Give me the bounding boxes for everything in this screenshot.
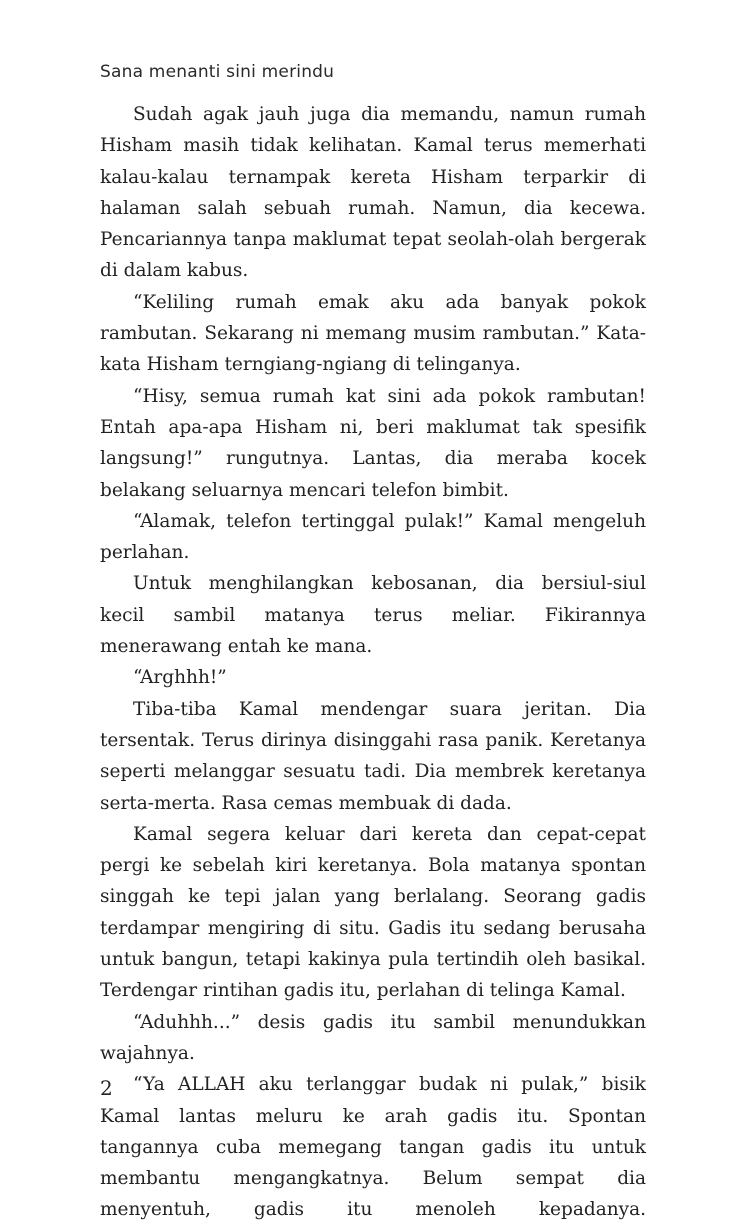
- paragraph: “Arghhh!”: [133, 667, 227, 689]
- paragraph: Tiba-tiba Kamal mendengar suara jeritan. Dia tersentak. Terus dirinya disinggahi rasa panik. Keretanya seperti melanggar sesuatu tadi. Dia membrek keretanya serta-merta. Rasa cemas membuak di dada.: [100, 698, 646, 814]
- running-header: Sana menanti sini merindu: [100, 62, 335, 82]
- body-text: [100, 99, 646, 1226]
- paragraph: Sudah agak jauh juga dia memandu, namun rumah Hisham masih tidak kelihatan. Kamal terus memerhati kalau-kalau ternampak kereta Hisham terparkir di halaman salah sebuah rumah. Namun, dia kecewa. Pencariannya tanpa maklumat tepat seolah-olah bergerak di dalam kabus.: [100, 104, 646, 282]
- paragraph: “Hisy, semua rumah kat sini ada pokok rambutan! Entah apa-apa Hisham ni, beri maklumat tak spesifik langsung!” rungutnya. Lantas, dia meraba kocek belakang seluarnya mencari telefon bimbit.: [100, 385, 646, 501]
- paragraph: Kamal segera keluar dari kereta dan cepat-cepat pergi ke sebelah kiri keretanya. Bola matanya spontan singgah ke tepi jalan yang berlalang. Seorang gadis terdampar mengiring di situ. Gadis itu sedang berusaha untuk bangun, tetapi kakinya pula tertindih oleh basikal. Terdengar rintihan gadis itu, perlahan di telinga Kamal.: [100, 823, 646, 1002]
- paragraph: “Alamak, telefon tertinggal pulak!” Kamal mengeluh perlahan.: [100, 510, 646, 564]
- paragraph: “Aduhhh...” desis gadis itu sambil menundukkan wajahnya.: [100, 1011, 646, 1064]
- paragraph: “Ya ALLAH aku terlanggar budak ni pulak,” bisik Kamal lantas meluru ke arah gadis itu. Spontan tangannya cuba memegang tangan gadis itu untuk membantu mengangkatnya. Belum sempat dia menyentuh, gadis itu menoleh kepadanya.: [100, 1074, 646, 1221]
- paragraph: Untuk menghilangkan kebosanan, dia bersiul-siul kecil sambil matanya terus meliar. Fikirannya menerawang entah ke mana.: [100, 573, 646, 658]
- paragraph: “Keliling rumah emak aku ada banyak pokok rambutan. Sekarang ni memang musim rambutan.” Kata-kata Hisham terngiang-ngiang di telinganya.: [100, 291, 646, 376]
- page-number: 2: [100, 1076, 113, 1100]
